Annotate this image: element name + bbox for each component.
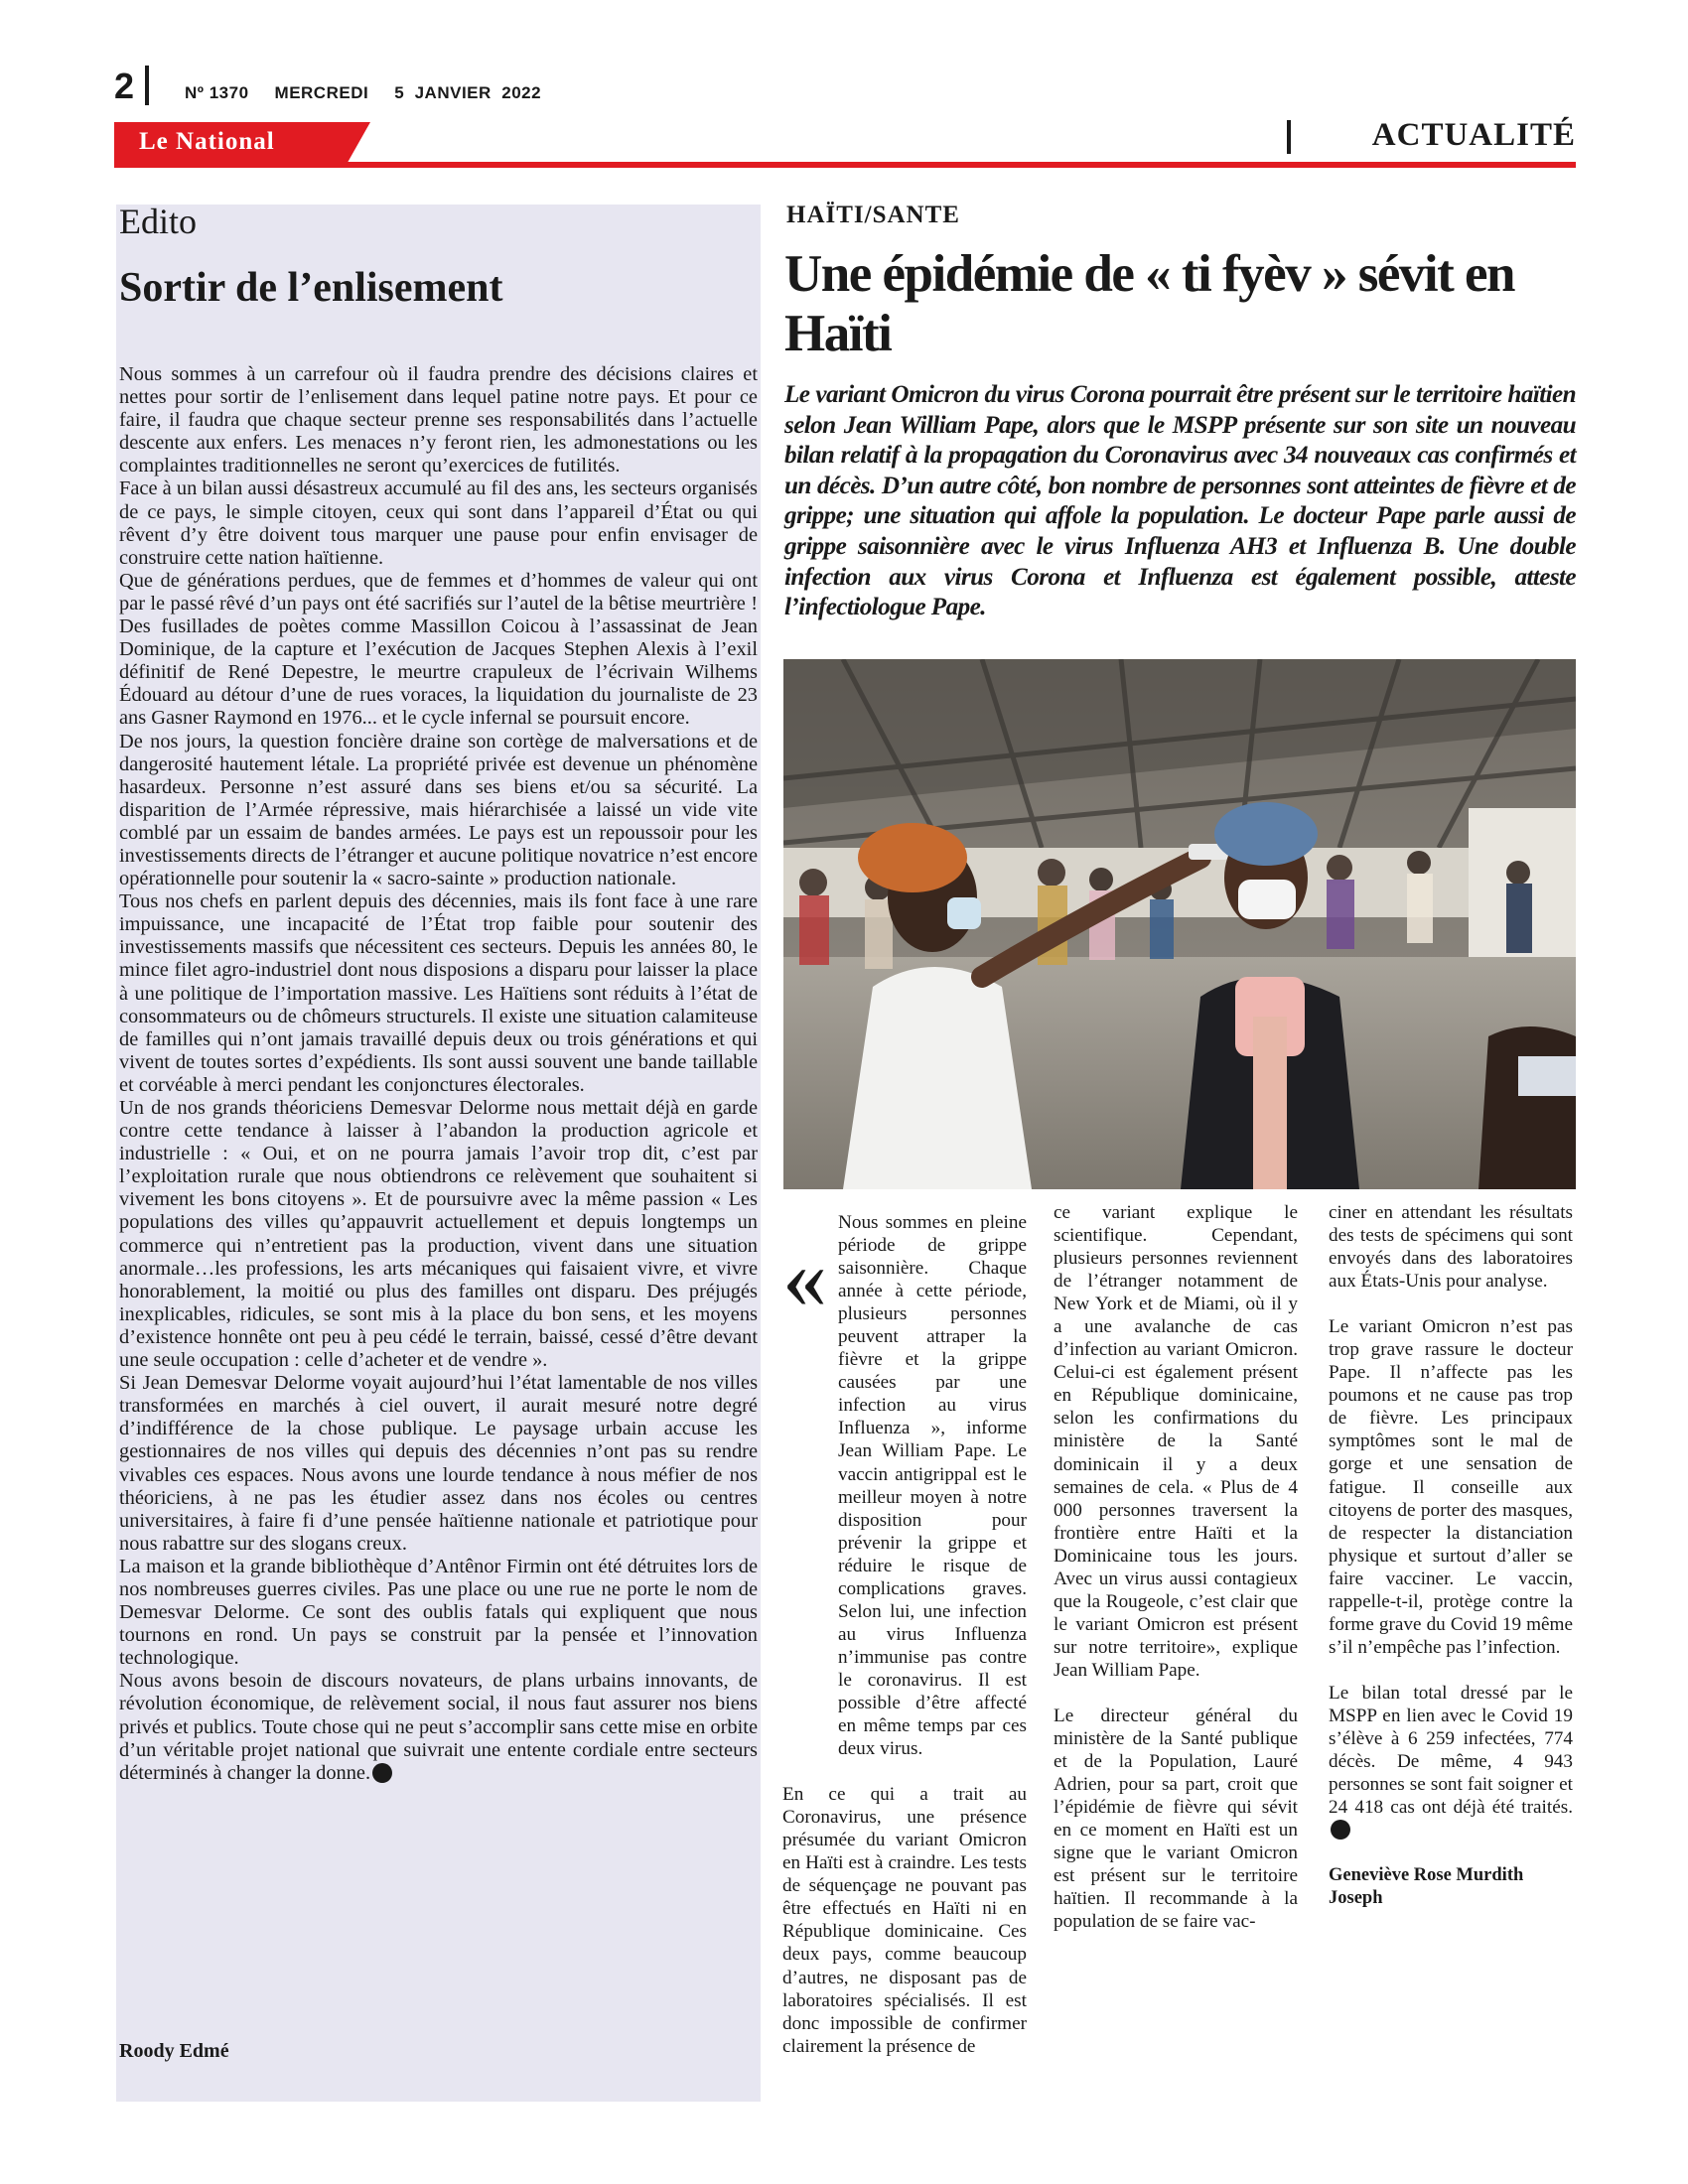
page-number: 2 [114,66,135,106]
header-rule [114,162,1576,168]
article-paragraph: ciner en attendant les résultats des tests de spécimens qui sont envoyés dans des laboratoires aux États-Unis pour analyse. [1329,1202,1573,1293]
end-mark-icon [372,1763,392,1783]
article-paragraph: ce variant explique le scientifique. Cependant, plusieurs personnes reviennent de l’étranger notamment de New York et de Miami, où il y a une avalanche de cas d’infection au variant Omicron. Celui-ci est également présent en République dominicaine, selon les confirmations du ministère de la Santé dominicain il y a deux semaines de cela. « Plus de 4 000 personnes traversent la frontière entre Haïti et la Dominicaine tous les jours. Avec un virus aussi contagieux que la Rougeole, c’est clair que le variant Omicron est présent sur notre territoire», explique Jean William Pape. [1054,1202,1298,1681]
end-mark-icon [1331,1820,1350,1840]
publication-name: Le National [139,128,275,155]
edito-paragraph: Si Jean Demesvar Delorme voyait aujourd’hui l’état lamentable de nos villes transformées en marchés à ciel ouvert, il aurait mesuré notre degré d’indifférence de la chose publique. Le paysage urbain accuse les gestionnaires de nos villes qui depuis des décennies n’ont pas su rendre vivables ces espaces. Nous avons une lourde tendance à nous méfier de nos théoriciens, à ne pas les étudier assez dans nos écoles ou centres universitaires, à faire fi d’une pensée haïtienne nationale et patriotique pour nous rabattre sur des slogans creux. [119,1372,758,1555]
edito-paragraph: Face à un bilan aussi désastreux accumulé au fil des ans, les secteurs organisés de ce pays, le simple citoyen, ceux qui sont dans l’appareil d’État ou qui rêvent d’y être doivent tous marquer une pause pour enfin envisager de construire cette nation haïtienne. [119,478,758,569]
page-number-divider [145,66,149,105]
edito-paragraph: Tous nos chefs en parlent depuis des décennies, mais ils font face à une rare impuissance, une incapacité de l’État trop faible pour soutenir des investissements massifs que nécessitent ces secteurs. Depuis les années 80, le mince filet agro-industriel dont nous disposions a disparu pour laisser la place à une politique de l’importation massive. Les Haïtiens sont réduits à l’état de consommateurs ou de chômeurs structurels. Il existe une situation calamiteuse de familles qui n’ont jamais travaillé depuis deux ou trois générations et qui vivent de toutes sortes d’expédients. Ils sont aussi souvent une bande taillable et corvéable à merci pendant les conjonctures électorales. [119,890,758,1096]
article-column-2 [1054,1201,1298,1933]
edito-paragraph-text: Nous avons besoin de discours novateurs, de plans urbains innovants, de révolution économique, de relèvement social, il nous faut assurer nos biens privés et publics. Toute chose qui ne peut s’accomplir sans cette mise en orbite d’un véritable projet national que suivrait une entente cordiale entre secteurs déterminés à changer la donne. [119,1670,758,1784]
temperature-check-photo [783,659,1576,1189]
article-kicker: HAÏTI/SANTE [786,202,960,228]
article-paragraph-last [1329,1682,1573,1842]
edito-paragraph: Un de nos grands théoriciens Demesvar Delorme nous mettait déjà en garde contre cette tendance à laisser à l’abandon la production agricole et industrielle : « Oui, et on ne pourra jamais l’avoir trop dit, c’est par l’exploitation rurale que nous obtiendrons ce relèvement que souhaitent si vivement les bons citoyens ». Et de poursuivre avec la même passion « Les populations des villes qu’appauvrit actuellement et depuis longtemps un commerce qui n’entretient pas la production, vivent dans une situation anormale…les professions, les arts mécaniques qui faisaient vivre, et vivre honorablement, la moitié ou plus des familles ont disparu. Des préjugés inexplicables, ridicules, se sont mis à la place du bon sens, et les moyens d’existence honnête ont peu à peu cédé le terrain, baissé, cessé d’être devant une seule occupation : celle d’acheter et de vendre ». [119,1097,758,1372]
edito-paragraph-last [119,1670,758,1784]
article-column-3 [1329,1201,1573,1910]
article-paragraph: En ce qui a trait au Coronavirus, une présence présumée du variant Omicron en Haïti est à craindre. Les tests de séquençage ne pouvant pas être effectués en Haïti ni en République dominicaine. Ces deux pays, comme beaucoup d’autres, ne disposant pas de laboratoires spécialisés. Il est donc impossible de confirmer clairement la présence de [782,1784,1027,2057]
article-column-1 [782,1211,1027,2058]
issue-info [185,83,567,103]
article-paragraph: Le directeur général du ministère de la Santé publique et de la Population, Lauré Adrien, pour sa part, croit que l’épidémie de fièvre qui sévit en ce moment en Haïti est un signe que le variant Omicron est présent sur le territoire haïtien. Il recommande à la population de se faire vac- [1054,1705,1298,1933]
section-title: ACTUALITÉ [1371,117,1576,153]
edito-title: Sortir de l’enlisement [119,265,503,311]
article-author: Geneviève Rose Murdith Joseph [1329,1865,1524,1909]
issue-day: MERCREDI [274,83,369,102]
article-headline: Une épidémie de « ti fyèv » sévit en Haïti [784,245,1514,362]
article-paragraph: Le variant Omicron n’est pas trop grave rassure le docteur Pape. Il n’affecte pas les poumons et ne cause pas trop de fièvre. Les principaux symptômes sont le mal de gorge et une sensation de fatigue. Il conseille aux citoyens de porter des masques, de respecter la distanciation physique et surtout d’aller se faire vacciner. Le vaccin, rappelle-t-il, protège contre la forme grave du Covid 19 même s’il n’empêche pas l’infection. [1329,1316,1573,1658]
edito-paragraph: Nous sommes à un carrefour où il faudra prendre des décisions claires et nettes pour sortir de l’enlisement dans lequel patine notre pays. Et pour ce faire, il faudra que chaque secteur prenne ses responsabilités dans l’actuelle descente aux enfers. Les menaces n’y feront rien, les admonestations ou les complaintes traditionnelles ne seront qu’exercices de futilités. [119,363,758,478]
article-paragraph-text: Le bilan total dressé par le MSPP en lien avec le Covid 19 s’élève à 6 259 infectées, 774 décès. De même, 4 943 personnes se sont fait soigner et 24 418 cas ont déjà été traités. [1329,1682,1573,1819]
edito-paragraph: De nos jours, la question foncière draine son cortège de malversations et de dangerosité hautement létale. La propriété privée est devenue un phénomène hasardeux. Personne n’est assuré dans ses biens et/ou sa sécurité. La disparition de l’Armée répressive, mais hiérarchisée a laissé un vide vite comblé par un essaim de bandes armées. Le pays est un repoussoir pour les investissements directs de l’étranger et aucune politique novatrice n’est encore opérationnelle pour soutenir la « sacro-sainte » production nationale. [119,730,758,890]
edito-kicker: Edito [119,202,197,241]
issue-date: 5 JANVIER 2022 [394,83,542,102]
edito-paragraph: Que de générations perdues, que de femmes et d’hommes de valeur qui ont par le passé rêvé d’un pays ont été sacrifiés sur l’autel de la bêtise meurtrière ! Des fusillades de poètes comme Massillon Coicou à l’assassinat de Jean Dominique, de la capture et l’exécution de Jacques Stephen Alexis à l’exil définitif de René Depestre, le meurtre crapuleux de l’écrivain Wilhems Édouard au détour d’une de rues voraces, la liquidation du journaliste de 23 ans Gasner Raymond en 1976... et le cycle infernal se poursuit encore. [119,569,758,730]
article-photo [783,659,1576,1189]
article-lede: Le variant Omicron du virus Corona pourrait être présent sur le territoire haïtien selon Jean William Pape, alors que le MSPP présente sur son site un nouveau bilan relatif à la propagation du Coronavirus avec 34 nouveaux cas confirmés et un décès. D’un autre côté, bon nombre de personnes sont atteintes de fièvre et de grippe; une situation qui affole la population. Le docteur Pape parle aussi de grippe saisonnière avec le virus Influenza AH3 et Influenza B. Une double infection aux virus Corona et Influenza est également possible, atteste l’infectiologue Pape. [784,381,1576,621]
edito-author: Roody Edmé [119,2040,229,2062]
edito-body [119,363,758,1785]
edito-paragraph: La maison et la grande bibliothèque d’Antênor Firmin ont été détruites lors de nos nombreuses guerres civiles. Pas une place ou une rue ne porte le nom de Demesvar Delorme. Ce sont des oublis fatals qui expliquent que nous tournons en rond. Un pays se construit par la pensée et l’innovation technologique. [119,1555,758,1670]
article-paragraph: Nous sommes en pleine période de grippe saisonnière. Chaque année à cette période, plusieurs personnes peuvent attraper la fièvre et la grippe causées par une infection au virus Influenza », informe Jean William Pape. Le vaccin antigrippal est le meilleur moyen à notre disposition pour prévenir la grippe et réduire le risque de complications graves. Selon lui, une infection au virus Influenza n’immunise pas contre le coronavirus. Il est possible d’être affecté en même temps par ces deux virus. [838,1212,1027,1760]
section-divider [1287,120,1291,154]
quote-mark: « [782,1229,827,1327]
issue-number: Nº 1370 [185,83,249,102]
